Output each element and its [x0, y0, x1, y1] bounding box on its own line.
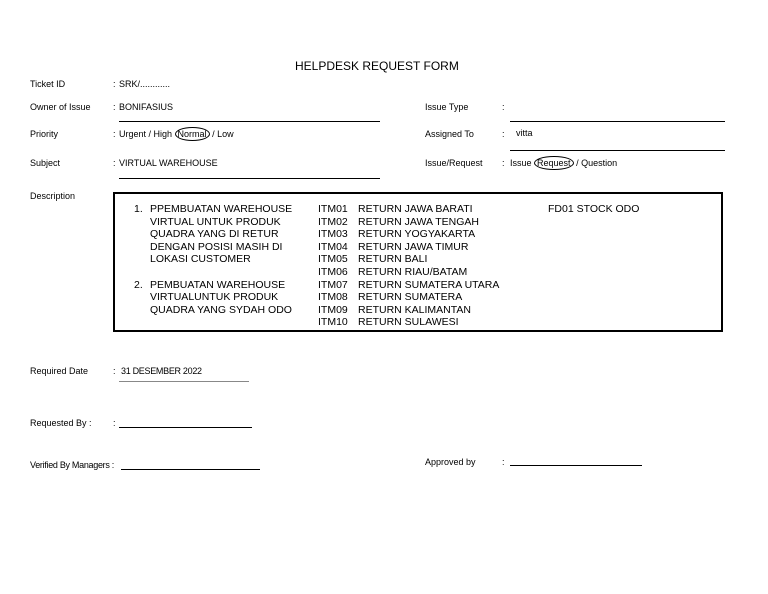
assigned-to-underline	[510, 150, 725, 151]
issue-request-value[interactable]	[510, 156, 617, 170]
priority-value[interactable]	[119, 127, 234, 141]
stock-item: FD01 STOCK ODO	[548, 203, 640, 215]
assigned-to-value[interactable]: vitta	[516, 128, 533, 138]
subject-underline	[119, 178, 380, 179]
return-item-code: ITM07	[318, 278, 348, 291]
issue-request-prefix: Issue	[510, 158, 532, 168]
return-item-code: ITM08	[318, 291, 348, 304]
description-label: Description	[30, 191, 76, 201]
issue-request-selected: Request	[534, 156, 574, 170]
required-date-underline	[119, 381, 249, 382]
list-item-line: PEMBUATAN WAREHOUSE	[150, 278, 286, 291]
return-item-name: RETURN JAWA BARATI	[358, 203, 473, 215]
priority-suffix: / Low	[212, 129, 234, 139]
colon: :	[113, 102, 116, 112]
return-item-code: ITM02	[318, 215, 348, 228]
colon: :	[502, 129, 505, 139]
approved-by-line[interactable]	[510, 465, 642, 466]
colon: :	[502, 102, 505, 112]
return-item-name: RETURN SULAWESI	[358, 316, 459, 329]
issue-type-label: Issue Type	[425, 102, 469, 112]
list-item-line: LOKASI CUSTOMER	[150, 253, 251, 266]
list-item-number: 1.	[134, 203, 143, 215]
list-item-line: QUADRA YANG SYDAH ODO	[150, 303, 292, 316]
subject-value[interactable]: VIRTUAL WAREHOUSE	[119, 158, 218, 168]
return-item-name: RETURN YOGYAKARTA	[358, 228, 476, 241]
return-item-code: ITM01	[318, 203, 348, 215]
colon: :	[502, 158, 505, 168]
list-item-line: PPEMBUATAN WAREHOUSE	[150, 203, 293, 215]
colon: :	[113, 79, 116, 89]
colon: :	[113, 129, 116, 139]
colon: :	[113, 418, 116, 428]
return-item-name: RETURN SUMATERA UTARA	[358, 278, 500, 291]
verified-by-line[interactable]	[121, 469, 260, 470]
list-item-line: QUADRA YANG DI RETUR	[150, 228, 279, 241]
description-box[interactable]	[113, 192, 723, 332]
ticket-id-label: Ticket ID	[30, 79, 66, 89]
list-item-line: VIRTUALUNTUK PRODUK	[150, 291, 279, 304]
verified-by-label: Verified By Managers :	[30, 460, 114, 470]
return-item-name: RETURN JAWA TIMUR	[358, 240, 469, 253]
return-item-code: ITM04	[318, 240, 348, 253]
colon: :	[113, 158, 116, 168]
return-item-name: RETURN RIAU/BATAM	[358, 266, 468, 278]
return-item-code: ITM09	[318, 303, 348, 316]
requested-by-label: Requested By :	[30, 418, 92, 428]
return-item-name: RETURN BALI	[358, 253, 428, 266]
list-item-number: 2.	[134, 278, 143, 291]
assigned-to-label: Assigned To	[425, 129, 474, 139]
required-date-label: Required Date	[30, 366, 89, 376]
priority-label: Priority	[30, 129, 59, 139]
list-item-line: DENGAN POSISI MASIH DI	[150, 240, 283, 253]
ticket-id-value[interactable]: SRK/............	[119, 79, 171, 89]
requested-by-line[interactable]	[119, 427, 252, 428]
owner-underline	[119, 121, 380, 122]
colon: :	[113, 366, 116, 376]
approved-by-label: Approved by	[425, 457, 476, 467]
return-item-code: ITM03	[318, 228, 348, 241]
colon: :	[502, 457, 505, 467]
return-item-name: RETURN KALIMANTAN	[358, 303, 471, 316]
owner-value[interactable]: BONIFASIUS	[119, 102, 174, 112]
page-title: HELPDESK REQUEST FORM	[295, 59, 459, 73]
return-item-name: RETURN SUMATERA	[358, 291, 463, 304]
return-item-name: RETURN JAWA TENGAH	[358, 215, 479, 228]
priority-prefix: Urgent / High	[119, 129, 173, 139]
list-item-line: VIRTUAL UNTUK PRODUK	[150, 215, 281, 228]
return-item-code: ITM06	[318, 266, 348, 278]
issue-type-underline	[510, 121, 725, 122]
owner-label: Owner of Issue	[30, 102, 91, 112]
return-item-code: ITM05	[318, 253, 348, 266]
subject-label: Subject	[30, 158, 61, 168]
required-date-value[interactable]: 31 DESEMBER 2022	[121, 366, 202, 376]
issue-request-label: Issue/Request	[425, 158, 483, 168]
issue-request-suffix: / Question	[576, 158, 618, 168]
priority-selected: Normal	[175, 127, 210, 141]
return-item-code: ITM10	[318, 316, 348, 329]
